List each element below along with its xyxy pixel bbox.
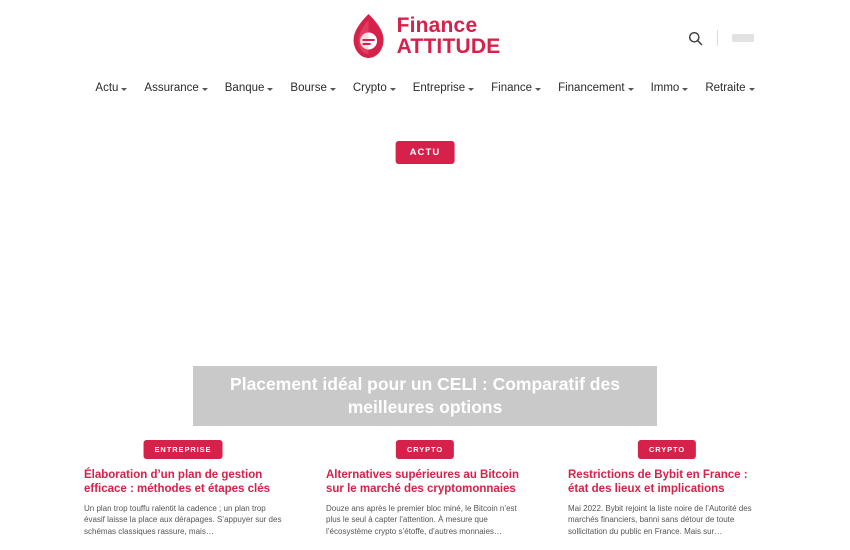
chevron-down-icon xyxy=(121,88,127,91)
nav-label: Crypto xyxy=(352,82,387,94)
article-card-list xyxy=(0,440,850,538)
header-divider xyxy=(717,30,718,46)
card-category-badge[interactable]: CRYPTO xyxy=(396,440,454,459)
hamburger-icon[interactable] xyxy=(732,34,754,42)
chevron-down-icon xyxy=(202,88,208,91)
nav-item-actu[interactable] xyxy=(95,82,127,94)
logo-line-2: ATTITUDE xyxy=(396,35,501,58)
hero-title[interactable]: Placement idéal pour un CELI : Comparatif des meilleures options xyxy=(193,366,657,426)
nav-label: Finance xyxy=(491,82,533,94)
nav-label: Actu xyxy=(95,82,119,94)
nav-label: Bourse xyxy=(290,82,327,94)
article-card[interactable] xyxy=(84,440,282,538)
card-category-badge[interactable]: CRYPTO xyxy=(638,440,696,459)
chevron-down-icon xyxy=(682,88,688,91)
article-card[interactable] xyxy=(326,440,524,538)
nav-item-assurance[interactable] xyxy=(144,82,207,94)
nav-item-financement[interactable] xyxy=(558,82,633,94)
chevron-down-icon xyxy=(330,88,336,91)
card-excerpt: Un plan trop touffu ralentit la cadence ; un plan trop évasif laisse la place aux dérapages. S’appuyer sur des schémas classiques rassure, mais… xyxy=(84,503,282,536)
nav-item-bourse[interactable] xyxy=(290,82,335,94)
card-excerpt: Douze ans après le premier bloc miné, le Bitcoin n’est plus le seul à capter l’attention. À mesure que l’écosystème crypto s’étoffe, d’autres monnaies… xyxy=(326,503,517,536)
card-excerpt: Mai 2022. Bybit rejoint la liste noire de l’Autorité des marchés financiers, banni sans détour de toute sollicitation du public en France. Mais sur… xyxy=(568,503,752,536)
nav-item-immo[interactable] xyxy=(651,82,689,94)
site-logo[interactable] xyxy=(350,12,501,60)
nav-label: Financement xyxy=(558,82,625,94)
nav-item-finance[interactable] xyxy=(491,82,541,94)
search-icon[interactable] xyxy=(688,31,703,46)
nav-item-entreprise[interactable] xyxy=(413,82,474,94)
chevron-down-icon xyxy=(468,88,474,91)
nav-label: Retraite xyxy=(705,82,746,94)
main-navigation xyxy=(0,72,850,98)
nav-label: Entreprise xyxy=(412,82,466,94)
chevron-down-icon xyxy=(628,88,634,91)
site-header xyxy=(0,0,850,72)
chevron-down-icon xyxy=(390,88,396,91)
chevron-down-icon xyxy=(535,88,541,91)
logo-wordmark xyxy=(397,15,501,57)
nav-label: Assurance xyxy=(144,82,199,94)
card-title[interactable]: Alternatives supérieures au Bitcoin sur le marché des cryptomonnaies xyxy=(326,469,520,496)
hero-category-badge[interactable]: ACTU xyxy=(396,141,455,164)
header-tools xyxy=(688,30,754,46)
nav-item-banque[interactable] xyxy=(225,82,274,94)
hero-section xyxy=(0,98,850,428)
card-title[interactable]: Restrictions de Bybit en France : état des lieux et implications xyxy=(568,469,748,496)
nav-item-crypto[interactable] xyxy=(353,82,396,94)
card-title[interactable]: Élaboration d’un plan de gestion efficace : méthodes et étapes clés xyxy=(84,469,270,496)
logo-line-1: Finance xyxy=(396,14,478,37)
article-card[interactable] xyxy=(568,440,766,538)
chevron-down-icon xyxy=(267,88,273,91)
nav-label: Immo xyxy=(650,82,680,94)
flame-leaf-icon xyxy=(350,12,388,60)
nav-item-retraite[interactable] xyxy=(705,82,754,94)
chevron-down-icon xyxy=(749,88,755,91)
nav-label: Banque xyxy=(224,82,265,94)
card-category-badge[interactable]: ENTREPRISE xyxy=(144,440,223,459)
